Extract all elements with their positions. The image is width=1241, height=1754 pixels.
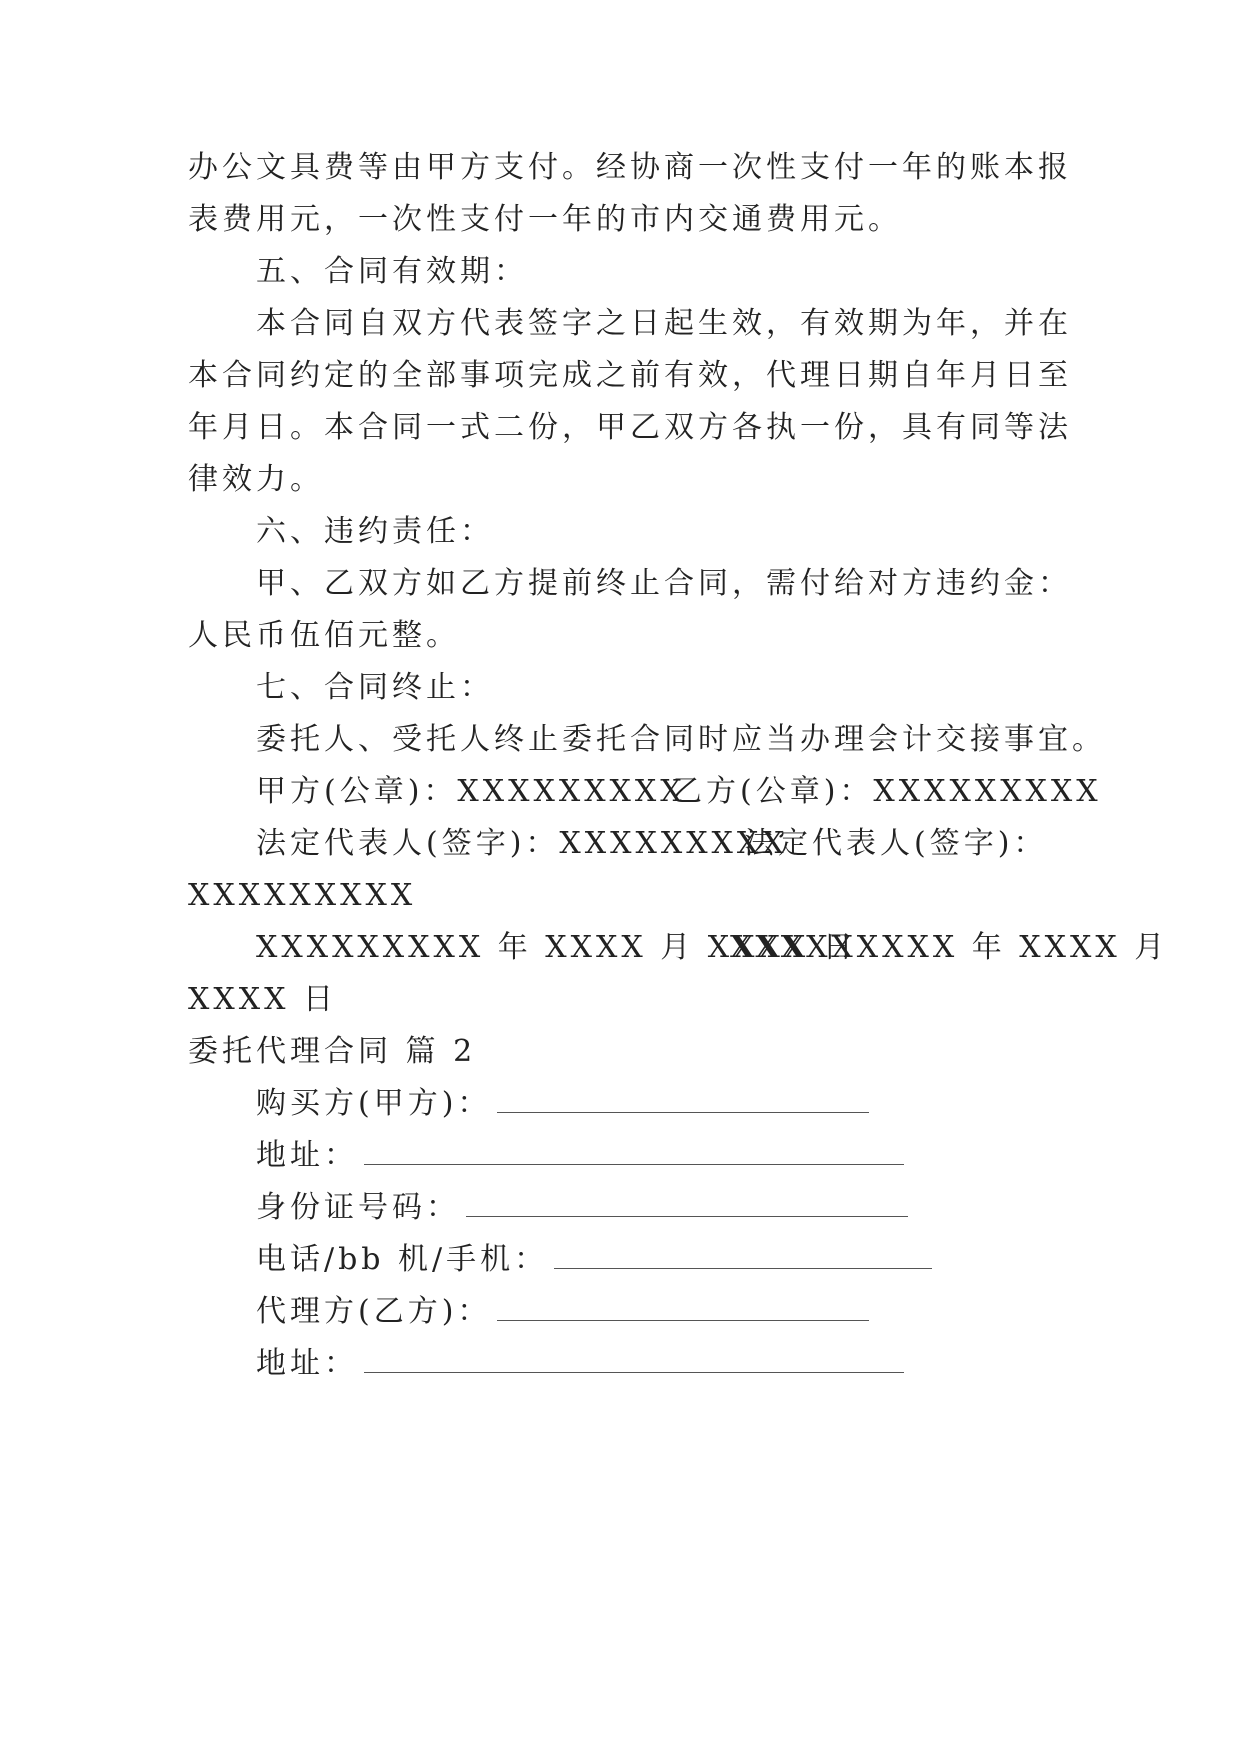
paragraph-line: 办公文具费等由甲方支付。经协商一次性支付一年的账本报 xyxy=(188,150,1072,185)
section-heading-5: 五、合同有效期： xyxy=(256,254,528,289)
buyer-address-label: 地址： xyxy=(256,1138,358,1173)
party-b-seal: 乙方(公章)：XXXXXXXXX xyxy=(672,774,1102,809)
buyer-label: 购买方(甲方)： xyxy=(256,1086,492,1121)
phone-row xyxy=(256,1240,932,1280)
agent-row xyxy=(256,1292,869,1332)
paragraph-line: 人民币伍佰元整。 xyxy=(188,618,460,653)
party-a-date: XXXXXXXXX 年 XXXX 月 XXXX 日 xyxy=(256,930,857,965)
id-number-blank[interactable] xyxy=(466,1194,908,1217)
paragraph-line: 律效力。 xyxy=(188,462,324,497)
phone-blank[interactable] xyxy=(554,1246,932,1269)
paragraph-line: 甲、乙双方如乙方提前终止合同，需付给对方违约金： xyxy=(256,566,1072,601)
buyer-address-blank[interactable] xyxy=(364,1142,904,1165)
section-heading-6: 六、违约责任： xyxy=(256,514,494,549)
agent-label: 代理方(乙方)： xyxy=(256,1294,492,1329)
agent-blank[interactable] xyxy=(497,1298,869,1321)
section-title: 委托代理合同 篇 2 xyxy=(188,1034,477,1069)
section-heading-7: 七、合同终止： xyxy=(256,670,494,705)
buyer-field-row xyxy=(256,1084,869,1124)
agent-address-row xyxy=(256,1344,904,1384)
buyer-blank[interactable] xyxy=(497,1090,869,1113)
id-number-label: 身份证号码： xyxy=(256,1190,460,1225)
paragraph-line: 年月日。本合同一式二份，甲乙双方各执一份，具有同等法 xyxy=(188,410,1072,445)
id-number-row xyxy=(256,1188,908,1228)
buyer-address-row xyxy=(256,1136,904,1176)
phone-label: 电话/bb 机/手机： xyxy=(256,1242,549,1277)
agent-address-blank[interactable] xyxy=(364,1350,904,1373)
paragraph-line: 本合同约定的全部事项完成之前有效，代理日期自年月日至 xyxy=(188,358,1072,393)
party-b-representative: 法定代表人(签字)： xyxy=(744,826,1048,861)
paragraph-line: 委托人、受托人终止委托合同时应当办理会计交接事宜。 xyxy=(256,722,1106,757)
paragraph-line: 表费用元，一次性支付一年的市内交通费用元。 xyxy=(188,202,902,237)
party-b-representative-value: XXXXXXXXX xyxy=(188,878,417,913)
party-a-seal: 甲方(公章)：XXXXXXXXX xyxy=(256,774,686,809)
agent-address-label: 地址： xyxy=(256,1346,358,1381)
party-a-representative: 法定代表人(签字)：XXXXXXXXX xyxy=(256,826,788,861)
party-b-date-cont: XXXX 日 xyxy=(188,982,337,1017)
paragraph-line: 本合同自双方代表签字之日起生效，有效期为年，并在 xyxy=(256,306,1072,341)
party-b-date: XXXXXXXXX 年 XXXX 月 xyxy=(730,930,1169,965)
